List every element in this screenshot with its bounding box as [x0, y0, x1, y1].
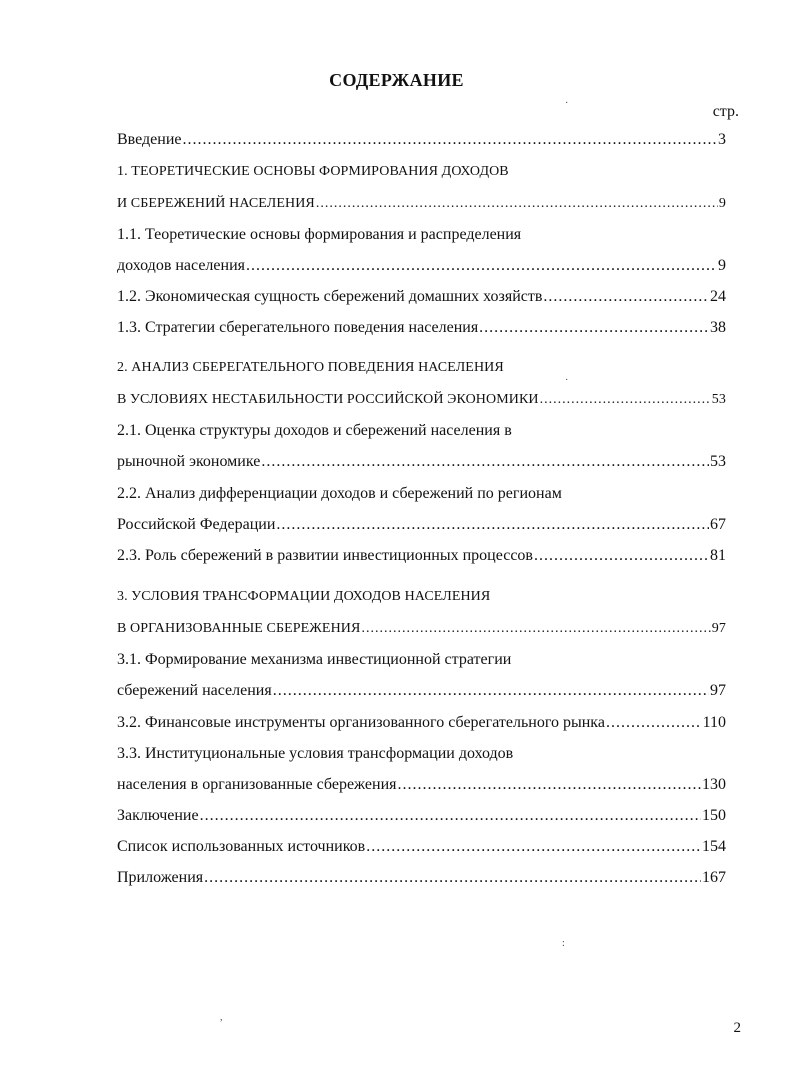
dot-leader — [361, 619, 710, 639]
toc-entry — [117, 515, 726, 535]
toc-entry-page: 81 — [710, 547, 726, 564]
toc-entry-page: 67 — [710, 516, 726, 533]
toc-entry-page: 3 — [718, 131, 726, 148]
toc-entry-text: В ОРГАНИЗОВАННЫЕ СБЕРЕЖЕНИЯ — [117, 621, 361, 636]
toc-entry-text: 2.3. Роль сбережений в развитии инвестиционных процессов — [117, 547, 533, 564]
toc-entry-text: 1.3. Стратегии сберегательного поведения населения — [117, 319, 479, 336]
scan-speck: : — [562, 938, 565, 949]
toc-entry-text: населения в организованные сбережения — [117, 776, 397, 793]
toc-entry-text: доходов населения — [117, 257, 245, 274]
scan-speck: · — [565, 375, 569, 386]
toc-entry-text: Российской Федерации — [117, 516, 276, 533]
dot-leader — [316, 194, 718, 214]
toc-entry-page: 150 — [702, 807, 726, 824]
dot-leader — [273, 681, 709, 701]
toc-entry — [117, 650, 511, 670]
toc-entry-page: 154 — [702, 838, 726, 855]
dot-leader — [200, 806, 701, 826]
toc-entry — [117, 421, 512, 441]
toc-entry — [117, 868, 726, 888]
toc-entry-page: 53 — [711, 392, 726, 407]
toc-entry-page: 24 — [710, 288, 726, 305]
toc-entry — [117, 837, 726, 857]
dot-leader — [479, 318, 709, 338]
toc-entry-text: Список использованных источников — [117, 838, 366, 855]
toc-entry — [117, 744, 513, 764]
toc-entry-text: 3.3. Институциональные условия трансформации доходов — [117, 745, 514, 762]
toc-entry-page: 9 — [718, 196, 726, 211]
scan-speck: · — [565, 98, 569, 109]
toc-entry-text: Заключение — [117, 807, 199, 824]
toc-entry — [117, 287, 726, 307]
toc-entry-page: 130 — [702, 776, 726, 793]
toc-entry — [117, 390, 726, 410]
toc-entry — [117, 713, 726, 733]
dot-leader — [246, 256, 717, 276]
dot-leader — [540, 390, 711, 410]
toc-entry-text: И СБЕРЕЖЕНИЙ НАСЕЛЕНИЯ — [117, 196, 315, 211]
toc-entry-text: 1. ТЕОРЕТИЧЕСКИЕ ОСНОВЫ ФОРМИРОВАНИЯ ДОХОДОВ — [117, 164, 509, 179]
toc-entry — [117, 806, 726, 826]
dot-leader — [366, 837, 701, 857]
toc-entry-text: рыночной экономике — [117, 453, 261, 470]
toc-entry — [117, 484, 562, 504]
toc-entry-text: Введение — [117, 131, 182, 148]
toc-entry — [117, 775, 726, 795]
toc-entry — [117, 194, 726, 214]
toc-entry-text: В УСЛОВИЯХ НЕСТАБИЛЬНОСТИ РОССИЙСКОЙ ЭКОНОМИКИ — [117, 392, 539, 407]
page-title: СОДЕРЖАНИЕ — [329, 70, 464, 90]
toc-entry — [117, 225, 521, 245]
toc-entry-page: 38 — [710, 319, 726, 336]
dot-leader — [204, 868, 701, 888]
dot-leader — [276, 515, 709, 535]
dot-leader — [534, 546, 709, 566]
toc-entry-text: Приложения — [117, 869, 204, 886]
dot-leader — [543, 287, 709, 307]
page-column-label: стр. — [712, 103, 739, 120]
dot-leader — [397, 775, 701, 795]
toc-entry-text: 3.2. Финансовые инструменты организованного сберегательного рынка — [117, 714, 605, 731]
toc-entry-text: 3. УСЛОВИЯ ТРАНСФОРМАЦИИ ДОХОДОВ НАСЕЛЕНИЯ — [117, 589, 491, 604]
toc-entry — [117, 587, 490, 607]
toc-entry-text: 2.1. Оценка структуры доходов и сбережений населения в — [117, 422, 512, 439]
scan-speck: , — [220, 1012, 223, 1023]
toc-entry — [117, 619, 726, 639]
toc-entry — [117, 358, 504, 378]
page-number: 2 — [733, 1020, 741, 1036]
toc-entry — [117, 452, 726, 472]
toc-entry-page: 53 — [710, 453, 726, 470]
toc-entry-text: 3.1. Формирование механизма инвестиционной стратегии — [117, 651, 512, 668]
toc-entry-text: 1.2. Экономическая сущность сбережений домашних хозяйств — [117, 288, 543, 305]
toc-entry-page: 97 — [710, 682, 726, 699]
toc-entry-text: 2. АНАЛИЗ СБЕРЕГАТЕЛЬНОГО ПОВЕДЕНИЯ НАСЕЛЕНИЯ — [117, 360, 504, 375]
toc-entry — [117, 681, 726, 701]
toc-entry — [117, 256, 726, 276]
toc-entry-page: 110 — [702, 714, 726, 731]
dot-leader — [606, 713, 702, 733]
toc-entry — [117, 318, 726, 338]
dot-leader — [261, 452, 709, 472]
toc-entry-text: 1.1. Теоретические основы формирования и распределения — [117, 226, 522, 243]
toc-entry-page: 9 — [718, 257, 726, 274]
toc-entry-text: 2.2. Анализ дифференциации доходов и сбережений по регионам — [117, 485, 562, 502]
dot-leader — [183, 130, 718, 150]
toc-entry-page: 167 — [702, 869, 726, 886]
toc-entry-page: 97 — [711, 621, 726, 636]
toc-entry-text: сбережений населения — [117, 682, 272, 699]
toc-entry — [117, 162, 509, 182]
toc-entry — [117, 130, 726, 150]
toc-entry — [117, 546, 726, 566]
